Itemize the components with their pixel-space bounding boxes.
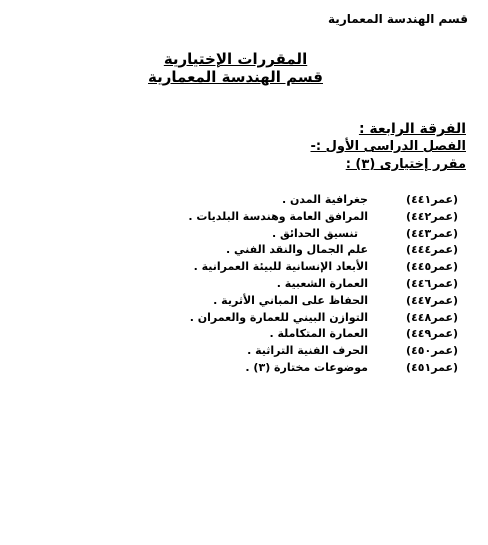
title-block [148,50,323,86]
course-name: علم الجمال والنقد الفني . [226,243,368,257]
course-code: (عمر٤٤٥) [406,260,458,274]
elective-heading: مقرر إختيارى (٣) : [345,157,466,172]
course-name: العمارة الشعبية . [276,276,368,290]
course-row [188,361,458,378]
course-code: (عمر٤٤١) [406,193,458,206]
course-name: جغرافية المدن . [282,193,368,206]
course-code: (عمر٤٤٤) [406,243,458,257]
course-code: (عمر٤٤٩) [406,327,458,341]
course-name: المرافق العامة وهندسة البلديات . [188,209,368,223]
course-code: (عمر٤٤٦) [406,276,458,290]
course-code: (عمر٤٥٠) [406,344,458,358]
course-code: (عمر٤٤٣) [406,226,458,240]
course-row [188,344,458,361]
course-name: التوازن البيني للعمارة والعمران . [189,310,368,324]
course-row [188,260,458,277]
course-name: الحرف الفنية التراثية . [247,344,368,358]
course-row [188,294,458,311]
course-name: تنسيق الحدائق . [271,226,358,240]
course-list [188,193,458,378]
course-row [188,243,458,260]
course-row [188,277,458,294]
course-name: موضوعات مختارة (٣) . [245,360,368,374]
course-row [188,193,458,210]
course-code: (عمر٤٤٨) [406,310,458,324]
course-name: العمارة المتكاملة . [269,327,368,341]
title-electives: المقررات الإختيارية [163,50,308,68]
title-department: قسم الهندسة المعمارية [148,68,323,86]
year-heading: الفرقة الرابعة : [358,121,466,137]
section-heading-block [311,120,467,174]
department-header: قسم الهندسة المعمارية [328,12,468,26]
course-name: الحفاظ على المباني الأثرية . [213,293,368,307]
course-name: الأبعاد الإنسانية للبيئة العمرانية . [193,260,368,274]
course-row [188,327,458,344]
course-row [188,311,458,328]
course-code: (عمر٤٤٢) [406,209,458,223]
course-row [188,210,458,227]
course-code: (عمر٤٥١) [406,360,458,374]
course-code: (عمر٤٤٧) [406,293,458,307]
term-heading: الفصل الدراسى الأول :- [310,139,466,154]
course-row [188,227,458,244]
